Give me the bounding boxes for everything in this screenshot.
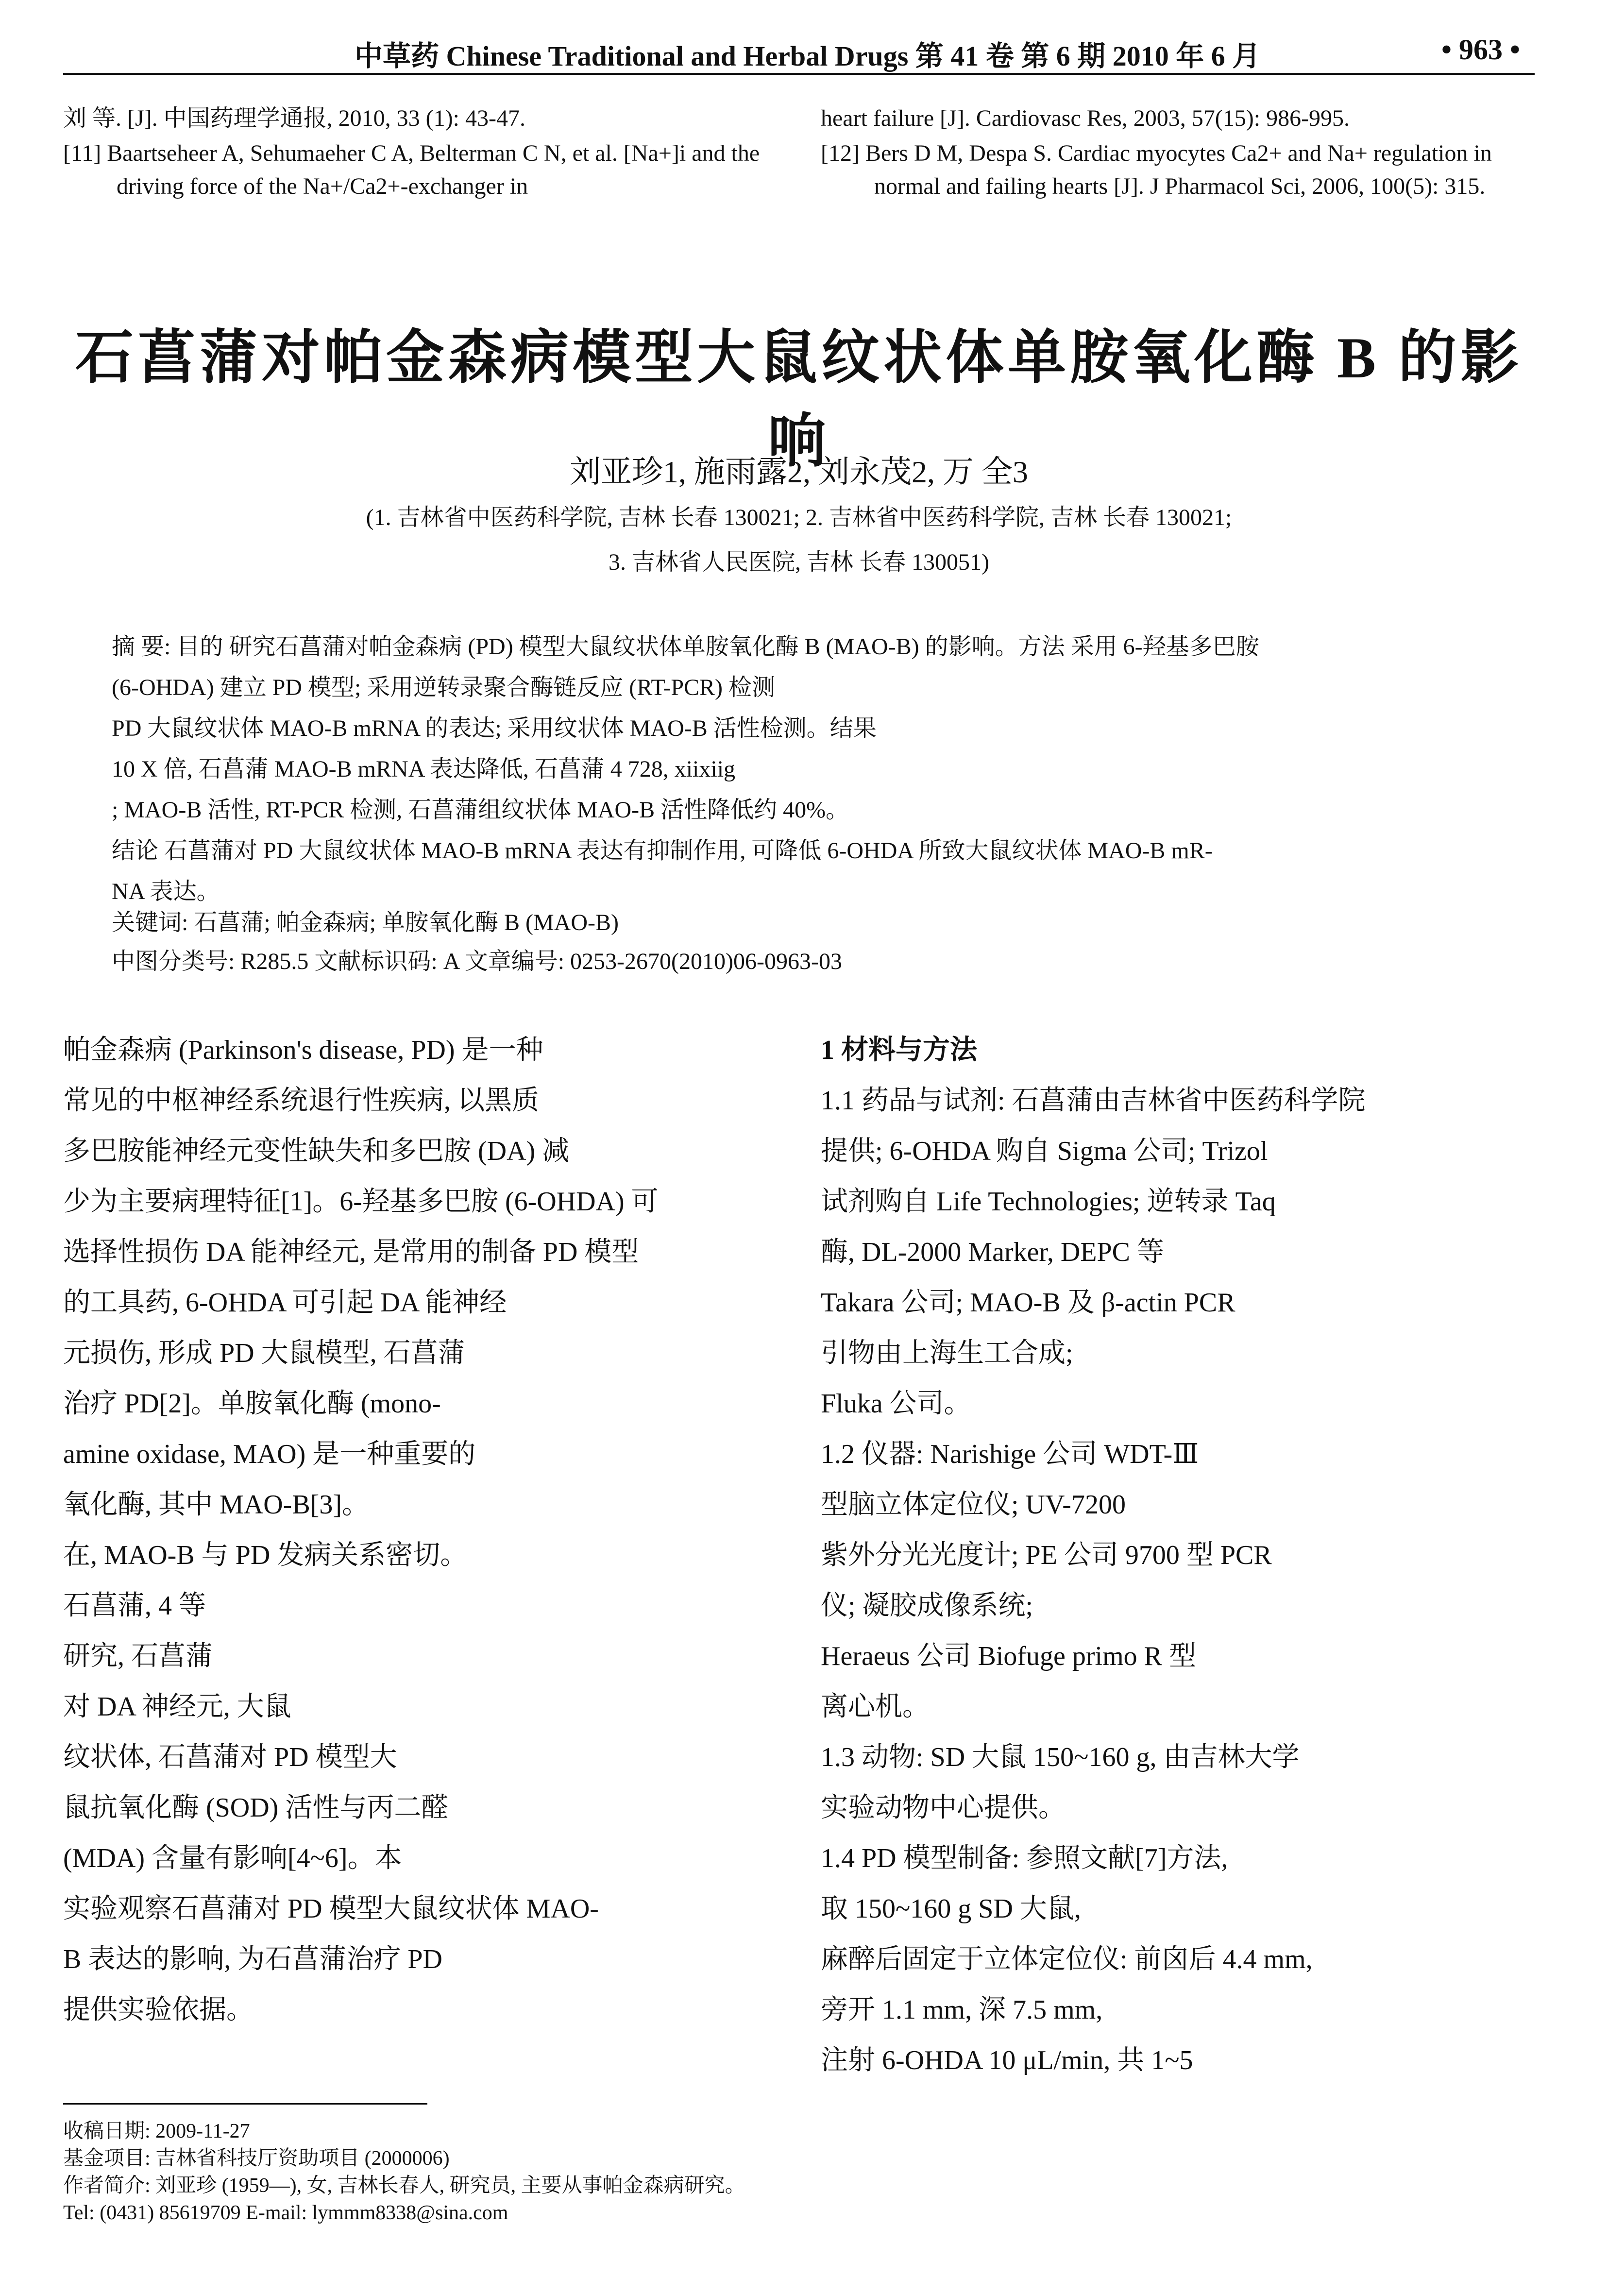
- body-line: 多巴胺能神经元变性缺失和多巴胺 (DA) 减: [63, 1136, 570, 1166]
- running-header: [63, 29, 1535, 75]
- footnote-line: 基金项目: 吉林省科技厅资助项目 (2000006): [63, 2147, 450, 2170]
- body-line: 石菖蒲, 4 等: [63, 1591, 206, 1621]
- reference-entry: [11] Baartseheer A, Sehumaeher C A, Belterman C N, et al. [Na+]i and the driving force of the Na+/Ca2+-exchanger in: [63, 140, 760, 199]
- reference-entry: 刘 等. [J]. 中国药理学通报, 2010, 33 (1): 43-47.: [63, 105, 525, 131]
- footnote-divider: [63, 2103, 427, 2105]
- body-line: 紫外分光光度计; PE 公司 9700 型 PCR: [821, 1540, 1272, 1570]
- body-line: 1.3 动物: SD 大鼠 150~160 g, 由吉林大学: [821, 1742, 1300, 1772]
- reference-entry: heart failure [J]. Cardiovasc Res, 2003, 57(15): 986-995.: [821, 105, 1350, 131]
- footnote: [63, 2118, 1229, 2226]
- body-line: B 表达的影响, 为石菖蒲治疗 PD: [63, 1944, 442, 1974]
- body-line: 引物由上海生工合成;: [821, 1338, 1073, 1368]
- body-line: 帕金森病 (Parkinson's disease, PD) 是一种: [63, 1035, 543, 1065]
- body-line: 研究, 石菖蒲: [63, 1641, 213, 1671]
- body-line: Fluka 公司。: [821, 1389, 971, 1419]
- body-line: 治疗 PD[2]。单胺氧化酶 (mono-: [63, 1389, 441, 1419]
- body-line: 1.4 PD 模型制备: 参照文献[7]方法,: [821, 1843, 1228, 1873]
- body-line: 仪; 凝胶成像系统;: [821, 1591, 1033, 1621]
- body-line: 型脑立体定位仪; UV-7200: [821, 1490, 1126, 1520]
- body-line: 实验动物中心提供。: [821, 1793, 1066, 1823]
- body-line: 提供实验依据。: [63, 1995, 254, 2025]
- page-number: • 963 •: [1441, 34, 1520, 66]
- body-line: 在, MAO-B 与 PD 发病关系密切。: [63, 1540, 468, 1570]
- body-line: 取 150~160 g SD 大鼠,: [821, 1894, 1081, 1924]
- abstract-line: ; MAO-B 活性, RT-PCR 检测, 石菖蒲组纹状体 MAO-B 活性降低约 40%。: [112, 797, 849, 823]
- body-line: 离心机。: [821, 1692, 930, 1722]
- body-line: 提供; 6-OHDA 购自 Sigma 公司; Trizol: [821, 1136, 1268, 1166]
- body-line: 氧化酶, 其中 MAO-B[3]。: [63, 1490, 369, 1520]
- section-heading: 1 材料与方法: [821, 1035, 977, 1065]
- body-line: 1.2 仪器: Narishige 公司 WDT-Ⅲ: [821, 1439, 1199, 1469]
- article-authors: 刘亚珍1, 施雨露2, 刘永茂2, 万 全3: [570, 455, 1028, 489]
- references-right-column: [821, 102, 1530, 205]
- body-line: Heraeus 公司 Biofuge primo R 型: [821, 1641, 1196, 1671]
- abstract-line: NA 表达。: [112, 879, 220, 904]
- footnote-line: Tel: (0431) 85619709 E-mail: lymmm8338@sina.com: [63, 2202, 508, 2224]
- abstract-line: 结论 石菖蒲对 PD 大鼠纹状体 MAO-B mRNA 表达有抑制作用, 可降低 6-OHDA 所致大鼠纹状体 MAO-B mR-: [112, 838, 1213, 864]
- body-left-column: [63, 1025, 772, 2035]
- abstract: [112, 627, 1481, 912]
- abstract-line: PD 大鼠纹状体 MAO-B mRNA 的表达; 采用纹状体 MAO-B 活性检测。结果: [112, 715, 877, 741]
- article-title: 石菖蒲对帕金森病模型大鼠纹状体单胺氧化酶 B 的影响: [75, 325, 1523, 474]
- body-line: 纹状体, 石菖蒲对 PD 模型大: [63, 1742, 397, 1772]
- body-line: 的工具药, 6-OHDA 可引起 DA 能神经: [63, 1288, 507, 1318]
- body-line: 常见的中枢神经系统退行性疾病, 以黑质: [63, 1086, 539, 1116]
- affiliation-line: 3. 吉林省人民医院, 吉林 长春 130051): [609, 549, 989, 575]
- body-line: 选择性损伤 DA 能神经元, 是常用的制备 PD 模型: [63, 1237, 639, 1267]
- body-line: 试剂购自 Life Technologies; 逆转录 Taq: [821, 1187, 1276, 1217]
- body-line: 少为主要病理特征[1]。6-羟基多巴胺 (6-OHDA) 可: [63, 1187, 659, 1217]
- body-line: 鼠抗氧化酶 (SOD) 活性与丙二醛: [63, 1793, 449, 1823]
- journal-running-head: 中草药 Chinese Traditional and Herbal Drugs 第 41 卷 第 6 期 2010 年 6 月: [355, 40, 1261, 72]
- body-line: 麻醉后固定于立体定位仪: 前囟后 4.4 mm,: [821, 1944, 1313, 1974]
- body-line: 旁开 1.1 mm, 深 7.5 mm,: [821, 1995, 1103, 2025]
- body-line: amine oxidase, MAO) 是一种重要的: [63, 1439, 476, 1469]
- body-line: 对 DA 神经元, 大鼠: [63, 1692, 291, 1722]
- footnote-line: 收稿日期: 2009-11-27: [63, 2120, 250, 2142]
- body-line: 实验观察石菖蒲对 PD 模型大鼠纹状体 MAO-: [63, 1894, 599, 1924]
- references-left-column: [63, 102, 772, 205]
- body-line: 元损伤, 形成 PD 大鼠模型, 石菖蒲: [63, 1338, 465, 1368]
- body-line: 酶, DL-2000 Marker, DEPC 等: [821, 1237, 1164, 1267]
- reference-entry: [12] Bers D M, Despa S. Cardiac myocytes Ca2+ and Na+ regulation in normal and failing hearts [J]. J Pharmacol Sci, 2006, 100(5): 315.: [821, 140, 1492, 199]
- affiliation-line: (1. 吉林省中医药科学院, 吉林 长春 130021; 2. 吉林省中医药科学院, 吉林 长春 130021;: [366, 505, 1232, 530]
- classification-line: 中图分类号: R285.5 文献标识码: A 文章编号: 0253-2670(2010)06-0963-03: [112, 949, 842, 974]
- keywords: 关键词: 石菖蒲; 帕金森病; 单胺氧化酶 B (MAO-B): [112, 910, 619, 935]
- abstract-line: 10 X 倍, 石菖蒲 MAO-B mRNA 表达降低, 石菖蒲 4 728, xiixiig: [112, 756, 736, 782]
- abstract-line: 摘 要: 目的 研究石菖蒲对帕金森病 (PD) 模型大鼠纹状体单胺氧化酶 B (MAO-B) 的影响。方法 采用 6-羟基多巴胺: [112, 634, 1259, 660]
- body-right-column: [821, 1025, 1530, 2086]
- author-affiliations: [63, 495, 1535, 585]
- body-line: Takara 公司; MAO-B 及 β-actin PCR: [821, 1288, 1235, 1318]
- footnote-line: 作者简介: 刘亚珍 (1959—), 女, 吉林长春人, 研究员, 主要从事帕金森病研究。: [63, 2175, 745, 2197]
- body-line: 1.1 药品与试剂: 石菖蒲由吉林省中医药科学院: [821, 1086, 1366, 1116]
- body-line: 注射 6-OHDA 10 μL/min, 共 1~5: [821, 2045, 1193, 2075]
- body-line: (MDA) 含量有影响[4~6]。本: [63, 1843, 402, 1873]
- abstract-line: (6-OHDA) 建立 PD 模型; 采用逆转录聚合酶链反应 (RT-PCR) 检测: [112, 675, 776, 700]
